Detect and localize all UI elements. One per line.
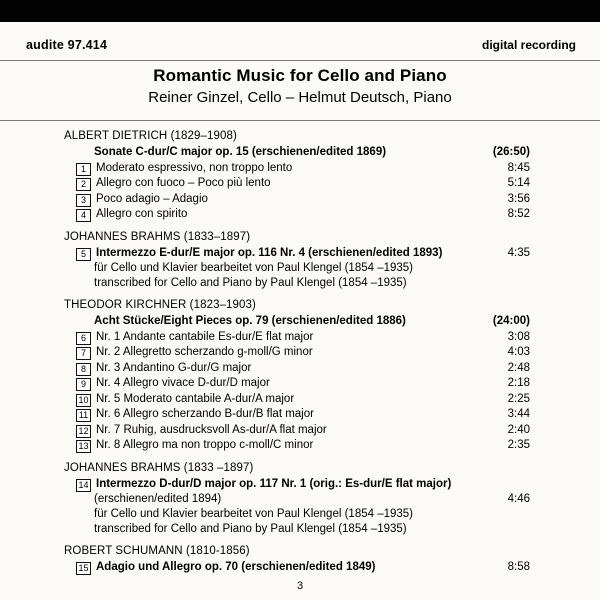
track-number: 6 <box>76 332 91 345</box>
track-number: 10 <box>76 394 91 407</box>
track-title: Nr. 3 Andantino G-dur/G major <box>96 361 252 374</box>
track-title: Nr. 5 Moderato cantabile A-dur/A major <box>96 392 295 405</box>
track-title: Nr. 6 Allegro scherzando B-dur/B flat major <box>96 408 314 420</box>
track-duration: 4:03 <box>507 346 530 358</box>
track-title: Nr. 8 Allegro ma non troppo c-moll/C minor <box>96 439 314 451</box>
track-number: 4 <box>76 209 91 222</box>
header-row <box>26 38 576 52</box>
track-row <box>76 246 530 262</box>
track-title: Nr. 2 Allegretto scherzando g-moll/G minor <box>96 346 313 358</box>
track-number: 8 <box>76 363 91 376</box>
track-row <box>76 477 530 493</box>
work-note: für Cello und Klavier bearbeitet von Paul Klengel (1854 –1935) <box>94 262 414 274</box>
track-number: 13 <box>76 440 91 453</box>
track-row <box>76 176 530 192</box>
composer-heading: ROBERT SCHUMANN (1810-1856) <box>64 545 250 557</box>
page-number: 3 <box>296 580 304 592</box>
track-row <box>76 192 530 208</box>
track-number: 12 <box>76 425 91 438</box>
track-number: 7 <box>76 347 91 360</box>
divider-top <box>0 60 600 61</box>
tracklist <box>0 122 600 578</box>
page-content <box>0 22 600 600</box>
work-title: Sonate C-dur/C major op. 15 (erschienen/edited 1869) <box>94 146 387 158</box>
work-note: (erschienen/edited 1894) <box>94 493 222 505</box>
track-number: 15 <box>76 562 91 575</box>
track-number: 2 <box>76 178 91 191</box>
track-title: Nr. 4 Allegro vivace D-dur/D major <box>96 377 270 389</box>
work-note: transcribed for Cello and Piano by Paul Klengel (1854 –1935) <box>94 277 407 289</box>
track-duration: 2:48 <box>507 361 530 374</box>
track-number: 14 <box>76 479 91 492</box>
track-title: Adagio und Allegro op. 70 (erschienen/edited 1849) <box>96 561 376 573</box>
work-note-row <box>94 492 530 507</box>
track-duration: 2:25 <box>507 392 530 405</box>
top-black-bar <box>0 0 600 22</box>
album-title: Romantic Music for Cello and Piano <box>153 66 447 85</box>
track-duration: 3:56 <box>507 192 530 205</box>
work-group <box>0 462 600 538</box>
work-note: für Cello und Klavier bearbeitet von Paul Klengel (1854 –1935) <box>94 508 414 520</box>
track-title: Allegro con spirito <box>96 208 188 220</box>
title-block <box>0 66 600 106</box>
work-heading-row <box>76 314 530 330</box>
track-number: 11 <box>76 409 91 422</box>
work-group <box>0 299 600 454</box>
recording-type-label: digital recording <box>481 38 576 52</box>
track-duration: 8:52 <box>507 208 530 220</box>
track-number: 3 <box>76 194 91 207</box>
composer-heading: JOHANNES BRAHMS (1833–1897) <box>64 230 251 243</box>
composer-heading: THEODOR KIRCHNER (1823–1903) <box>64 299 256 311</box>
track-duration: 2:18 <box>507 377 530 389</box>
track-title: Nr. 1 Andante cantabile Es-dur/E flat major <box>96 330 314 343</box>
composer-heading: ALBERT DIETRICH (1829–1908) <box>64 130 237 142</box>
track-row <box>76 438 530 454</box>
track-row <box>76 392 530 408</box>
track-row <box>76 407 530 423</box>
track-row <box>76 423 530 439</box>
divider-bottom <box>0 120 600 121</box>
track-row <box>76 330 530 346</box>
work-group <box>0 130 600 223</box>
track-duration: 5:14 <box>507 177 530 189</box>
track-row <box>76 560 530 576</box>
track-duration: 3:44 <box>507 408 530 420</box>
label-catalog-number: audite 97.414 <box>26 38 108 52</box>
track-title: Intermezzo D-dur/D major op. 117 Nr. 1 (orig.: Es-dur/E flat major) <box>96 477 452 490</box>
work-note: transcribed for Cello and Piano by Paul Klengel (1854 –1935) <box>94 523 407 535</box>
track-duration: 2:40 <box>507 423 530 436</box>
track-title: Allegro con fuoco – Poco più lento <box>96 177 271 189</box>
track-row <box>76 361 530 377</box>
track-duration: 4:46 <box>507 493 530 505</box>
track-row <box>76 161 530 177</box>
track-number: 9 <box>76 378 91 391</box>
track-title: Nr. 7 Ruhig, ausdrucksvoll As-dur/A flat major <box>96 423 327 436</box>
track-duration: 8:58 <box>507 561 530 573</box>
track-title: Intermezzo E-dur/E major op. 116 Nr. 4 (erschienen/edited 1893) <box>96 246 443 259</box>
work-group <box>0 545 600 576</box>
track-row <box>76 376 530 392</box>
track-duration: 8:45 <box>507 161 530 174</box>
track-number: 5 <box>76 248 91 261</box>
work-duration: (24:00) <box>492 315 530 327</box>
track-duration: 2:35 <box>507 439 530 451</box>
work-heading-row <box>76 145 530 161</box>
track-duration: 3:08 <box>507 330 530 343</box>
track-row <box>76 345 530 361</box>
track-row <box>76 207 530 223</box>
performers: Reiner Ginzel, Cello – Helmut Deutsch, Piano <box>148 89 452 106</box>
work-duration: (26:50) <box>492 146 530 158</box>
track-title: Poco adagio – Adagio <box>96 192 208 205</box>
track-title: Moderato espressivo, non troppo lento <box>96 161 293 174</box>
track-number: 1 <box>76 163 91 176</box>
work-group <box>0 231 600 292</box>
composer-heading: JOHANNES BRAHMS (1833 –1897) <box>64 461 254 474</box>
work-title: Acht Stücke/Eight Pieces op. 79 (erschienen/edited 1886) <box>94 315 406 327</box>
track-duration: 4:35 <box>507 246 530 259</box>
